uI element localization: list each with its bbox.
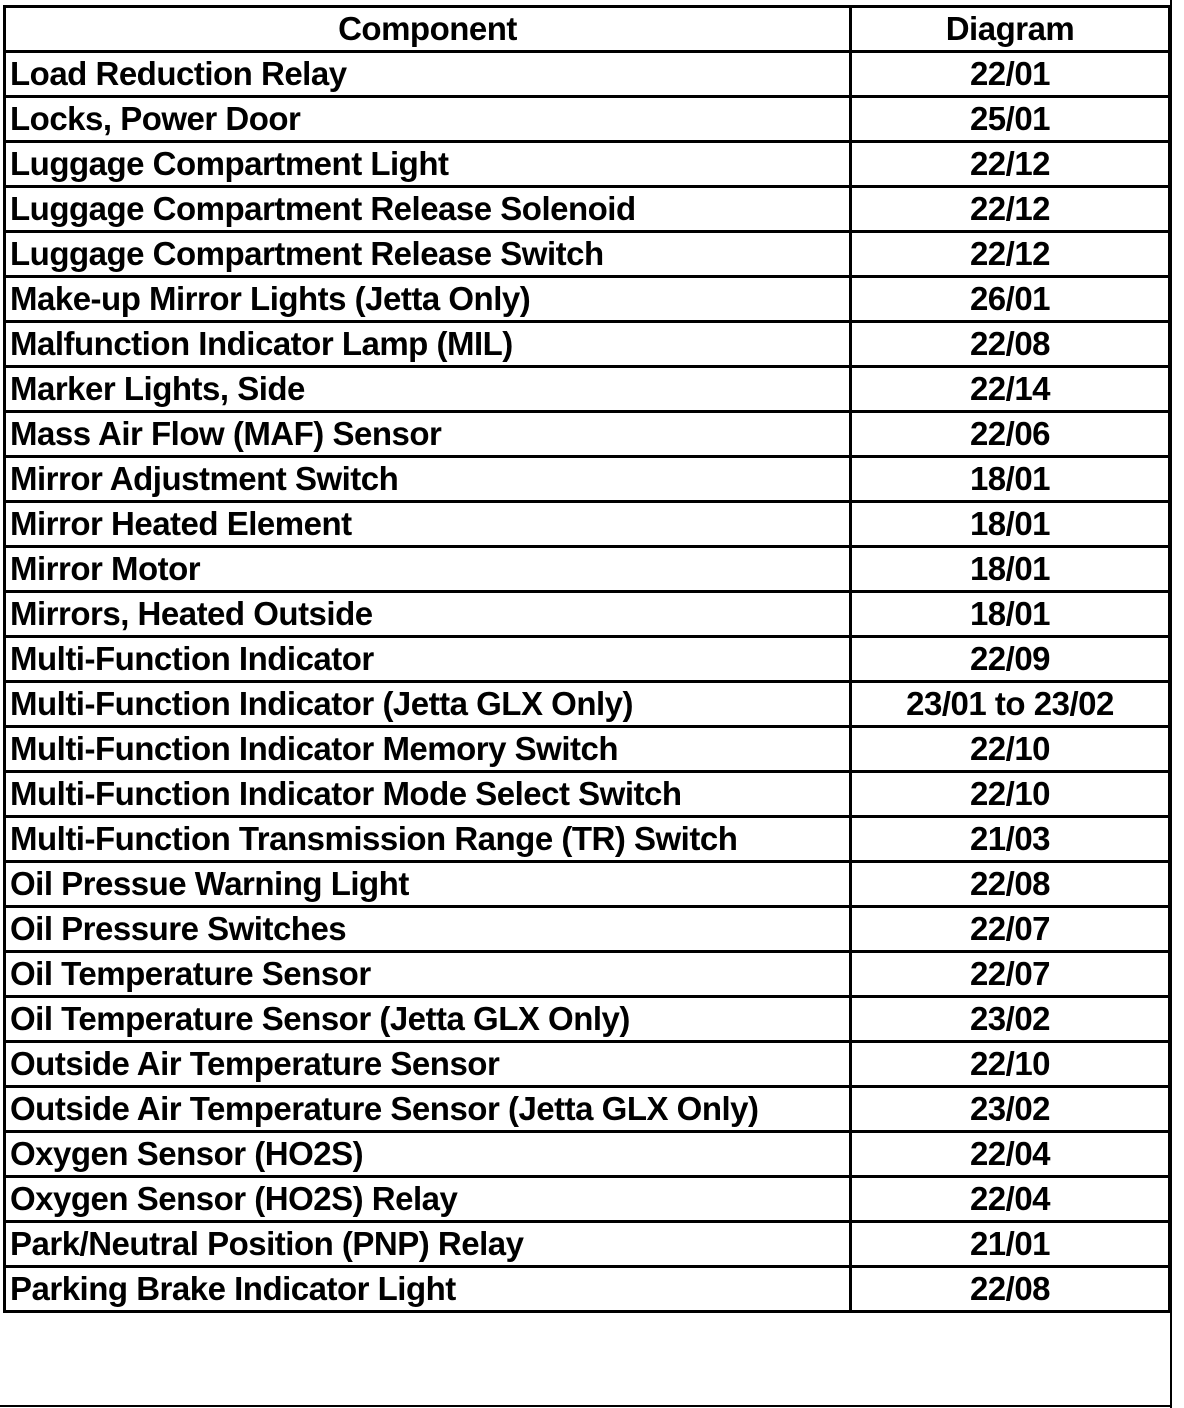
- diagram-cell: 23/01 to 23/02: [851, 682, 1170, 727]
- diagram-cell: 22/12: [851, 232, 1170, 277]
- table-row: [5, 1042, 1170, 1087]
- component-cell: Multi-Function Transmission Range (TR) Switch: [5, 817, 851, 862]
- table-row: [5, 997, 1170, 1042]
- component-cell: Malfunction Indicator Lamp (MIL): [5, 322, 851, 367]
- table-row: [5, 322, 1170, 367]
- table-row: [5, 1087, 1170, 1132]
- diagram-cell: 22/10: [851, 772, 1170, 817]
- table-row: [5, 952, 1170, 997]
- table-row: [5, 727, 1170, 772]
- diagram-cell: 22/12: [851, 142, 1170, 187]
- column-header-diagram: Diagram: [851, 7, 1170, 52]
- component-cell: Multi-Function Indicator: [5, 637, 851, 682]
- table-row: [5, 592, 1170, 637]
- component-cell: Mirror Motor: [5, 547, 851, 592]
- diagram-cell: 22/14: [851, 367, 1170, 412]
- component-cell: Make-up Mirror Lights (Jetta Only): [5, 277, 851, 322]
- component-cell: Oil Pressure Switches: [5, 907, 851, 952]
- diagram-cell: 22/10: [851, 1042, 1170, 1087]
- diagram-cell: 18/01: [851, 457, 1170, 502]
- table-row: [5, 457, 1170, 502]
- diagram-cell: 22/12: [851, 187, 1170, 232]
- diagram-cell: 26/01: [851, 277, 1170, 322]
- diagram-cell: 18/01: [851, 547, 1170, 592]
- table-row: [5, 142, 1170, 187]
- table-row: [5, 1132, 1170, 1177]
- table-row: [5, 232, 1170, 277]
- diagram-cell: 18/01: [851, 502, 1170, 547]
- component-cell: Oil Temperature Sensor (Jetta GLX Only): [5, 997, 851, 1042]
- component-cell: Multi-Function Indicator Memory Switch: [5, 727, 851, 772]
- table-row: [5, 97, 1170, 142]
- component-cell: Oil Pressue Warning Light: [5, 862, 851, 907]
- table-row: [5, 772, 1170, 817]
- table-row: [5, 682, 1170, 727]
- diagram-cell: 22/06: [851, 412, 1170, 457]
- diagram-cell: 22/01: [851, 52, 1170, 97]
- table-row: [5, 502, 1170, 547]
- component-cell: Luggage Compartment Release Solenoid: [5, 187, 851, 232]
- table-header-row: [5, 7, 1170, 52]
- component-cell: Multi-Function Indicator Mode Select Switch: [5, 772, 851, 817]
- diagram-cell: 22/04: [851, 1132, 1170, 1177]
- component-cell: Marker Lights, Side: [5, 367, 851, 412]
- page-bottom-border: [0, 1405, 1172, 1407]
- component-cell: Mirror Adjustment Switch: [5, 457, 851, 502]
- component-cell: Locks, Power Door: [5, 97, 851, 142]
- table-row: [5, 637, 1170, 682]
- component-cell: Parking Brake Indicator Light: [5, 1267, 851, 1312]
- component-cell: Oxygen Sensor (HO2S) Relay: [5, 1177, 851, 1222]
- table-row: [5, 412, 1170, 457]
- table-row: [5, 1177, 1170, 1222]
- diagram-cell: 22/07: [851, 952, 1170, 997]
- component-cell: Luggage Compartment Release Switch: [5, 232, 851, 277]
- component-cell: Multi-Function Indicator (Jetta GLX Only): [5, 682, 851, 727]
- table-row: [5, 1267, 1170, 1312]
- diagram-cell: 21/01: [851, 1222, 1170, 1267]
- component-cell: Outside Air Temperature Sensor (Jetta GLX Only): [5, 1087, 851, 1132]
- diagram-cell: 25/01: [851, 97, 1170, 142]
- component-cell: Oil Temperature Sensor: [5, 952, 851, 997]
- diagram-cell: 21/03: [851, 817, 1170, 862]
- diagram-cell: 18/01: [851, 592, 1170, 637]
- component-cell: Luggage Compartment Light: [5, 142, 851, 187]
- diagram-cell: 22/08: [851, 862, 1170, 907]
- component-cell: Load Reduction Relay: [5, 52, 851, 97]
- component-cell: Outside Air Temperature Sensor: [5, 1042, 851, 1087]
- diagram-cell: 22/09: [851, 637, 1170, 682]
- diagram-cell: 22/04: [851, 1177, 1170, 1222]
- table-row: [5, 817, 1170, 862]
- component-cell: Mirror Heated Element: [5, 502, 851, 547]
- diagram-cell: 23/02: [851, 1087, 1170, 1132]
- table-row: [5, 277, 1170, 322]
- table-row: [5, 52, 1170, 97]
- component-diagram-table: [3, 5, 1171, 1313]
- column-header-component: Component: [5, 7, 851, 52]
- diagram-cell: 22/08: [851, 322, 1170, 367]
- page-right-border: [1170, 0, 1172, 1408]
- component-cell: Mirrors, Heated Outside: [5, 592, 851, 637]
- table-row: [5, 907, 1170, 952]
- table-row: [5, 367, 1170, 412]
- table-row: [5, 187, 1170, 232]
- table-body: [5, 52, 1170, 1312]
- component-cell: Oxygen Sensor (HO2S): [5, 1132, 851, 1177]
- diagram-cell: 23/02: [851, 997, 1170, 1042]
- diagram-cell: 22/10: [851, 727, 1170, 772]
- table-row: [5, 862, 1170, 907]
- component-cell: Park/Neutral Position (PNP) Relay: [5, 1222, 851, 1267]
- table-row: [5, 1222, 1170, 1267]
- component-cell: Mass Air Flow (MAF) Sensor: [5, 412, 851, 457]
- diagram-cell: 22/07: [851, 907, 1170, 952]
- table-row: [5, 547, 1170, 592]
- diagram-cell: 22/08: [851, 1267, 1170, 1312]
